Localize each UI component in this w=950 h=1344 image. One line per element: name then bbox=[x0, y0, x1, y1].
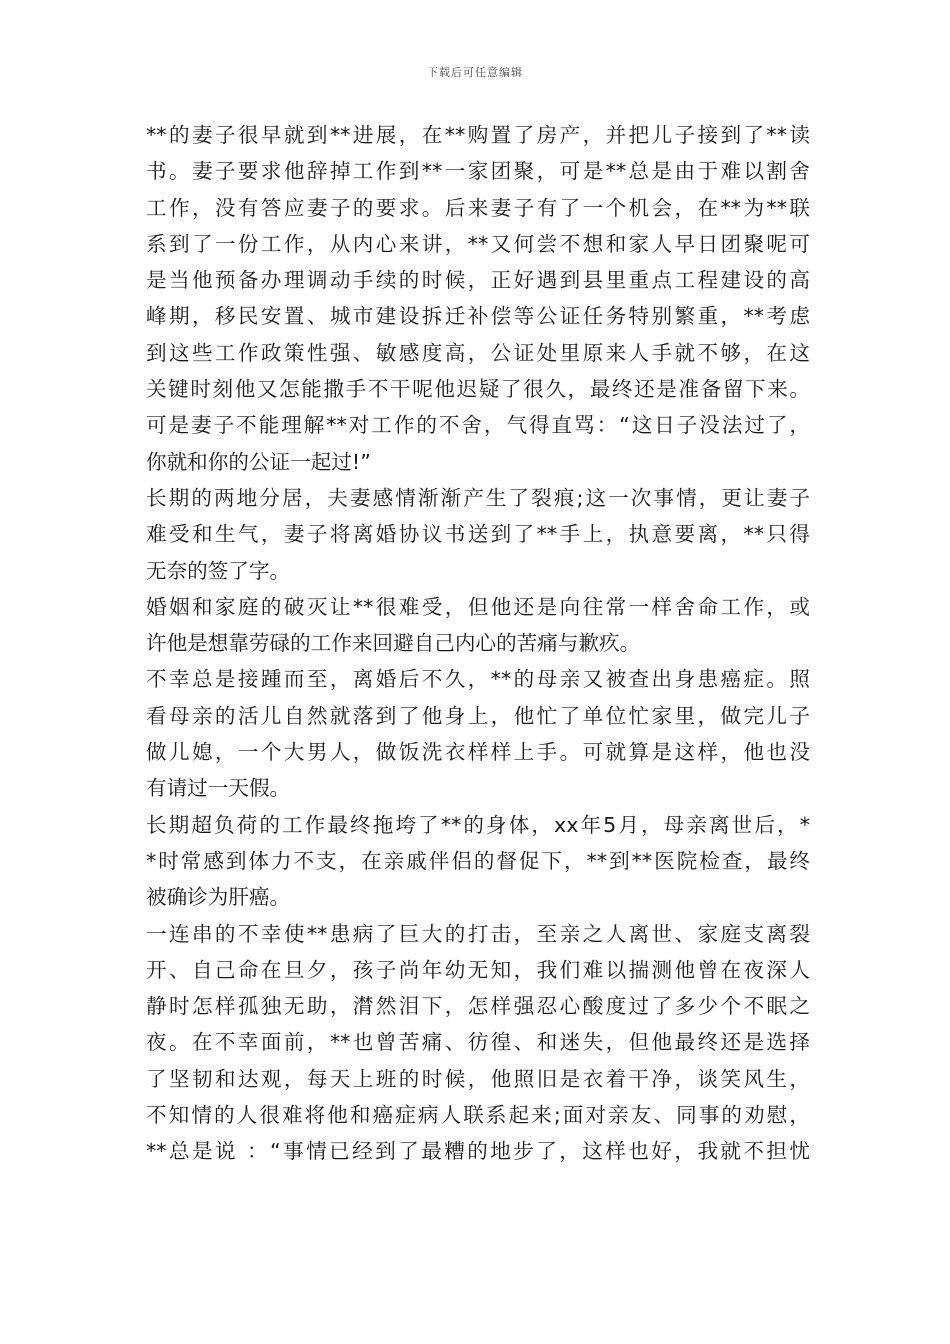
document-body bbox=[146, 117, 810, 1170]
text-line: 许他是想靠劳碌的工作来回避自己内心的苦痛与歉疚。 bbox=[146, 631, 641, 656]
text-line: 不知情的人很难将他和癌症病人联系起来;面对亲友、同事的劝慰， bbox=[146, 1103, 810, 1128]
text-line: 难受和生气，妻子将离婚协议书送到了**手上，执意要离，**只得 bbox=[146, 522, 810, 547]
text-line: 夜。在不幸面前，**也曾苦痛、彷徨、和迷失，但他最终还是选择 bbox=[146, 1030, 810, 1055]
text-line: *时常感到体力不支，在亲戚伴侣的督促下，**到**医院检查，最终 bbox=[146, 848, 810, 873]
text-line: 书。妻子要求他辞掉工作到**一家团聚，可是**总是由于难以割舍 bbox=[146, 159, 810, 184]
text-line: 了坚韧和达观，每天上班的时候，他照旧是衣着干净，谈笑风生， bbox=[146, 1066, 810, 1091]
text-line: 是当他预备办理调动手续的时候，正好遇到县里重点工程建设的高 bbox=[146, 268, 810, 293]
text-line: 婚姻和家庭的破灭让**很难受，但他还是向往常一样舍命工作，或 bbox=[146, 594, 810, 619]
page-header: 下载后可任意编辑 bbox=[427, 66, 523, 79]
text-line: **总是说 ：“事情已经到了最糟的地步了，这样也好，我就不担忧 bbox=[146, 1139, 810, 1164]
text-line: 长期的两地分居，夫妻感情渐渐产生了裂痕;这一次事情，更让妻子 bbox=[146, 485, 810, 510]
text-line: 无奈的签了字。 bbox=[146, 558, 291, 583]
text-line: 看母亲的活儿自然就落到了他身上，他忙了单位忙家里，做完儿子 bbox=[146, 703, 810, 728]
text-line: 有请过一天假。 bbox=[146, 776, 291, 801]
text-line: 长期超负荷的工作最终拖垮了**的身体，xx年5月，母亲离世后，* bbox=[146, 812, 810, 837]
text-line: 系到了一份工作，从内心来讲，**又何尝不想和家人早日团聚呢可 bbox=[146, 231, 810, 256]
text-line: 被确诊为肝癌。 bbox=[146, 885, 291, 910]
text-line: 做儿媳，一个大男人，做饭洗衣样样上手。可就算是这样，他也没 bbox=[146, 740, 810, 765]
text-line: 峰期，移民安置、城市建设拆迁补偿等公证任务特别繁重，**考虑 bbox=[146, 304, 810, 329]
text-line: 可是妻子不能理解**对工作的不舍，气得直骂：“这日子没法过了， bbox=[146, 413, 810, 438]
text-line: 关键时刻他又怎能撒手不干呢他迟疑了很久，最终还是准备留下来。 bbox=[146, 377, 810, 402]
text-line: 到这些工作政策性强、敏感度高，公证处里原来人手就不够，在这 bbox=[146, 340, 810, 365]
text-line: 工作，没有答应妻子的要求。后来妻子有了一个机会，在**为**联 bbox=[146, 195, 810, 220]
text-line: 一连串的不幸使**患病了巨大的打击，至亲之人离世、家庭支离裂 bbox=[146, 921, 810, 946]
text-line: 不幸总是接踵而至，离婚后不久，**的母亲又被查出身患癌症。照 bbox=[146, 667, 810, 692]
text-line: 静时怎样孤独无助，潸然泪下，怎样强忍心酸度过了多少个不眠之 bbox=[146, 994, 810, 1019]
text-line: 开、自己命在旦夕，孩子尚年幼无知，我们难以揣测他曾在夜深人 bbox=[146, 957, 810, 982]
text-line: **的妻子很早就到**进展，在**购置了房产，并把儿子接到了**读 bbox=[146, 123, 810, 147]
text-line: 你就和你的公证一起过!” bbox=[146, 449, 371, 474]
